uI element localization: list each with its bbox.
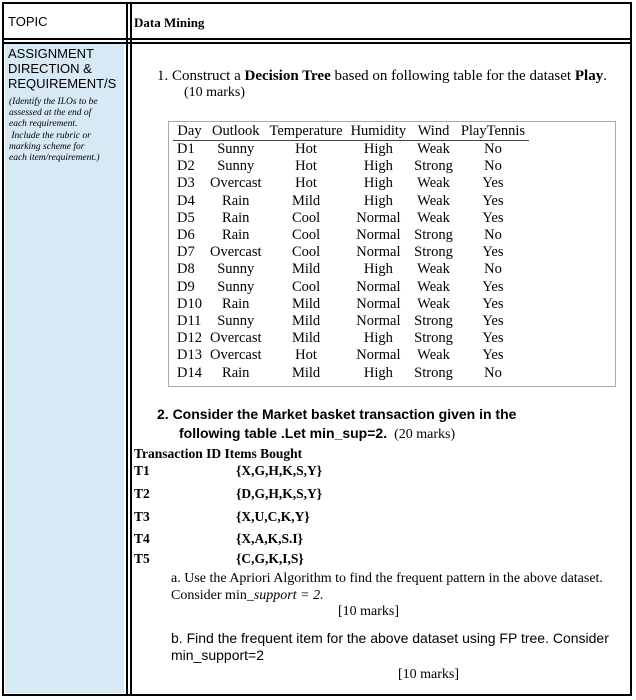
transaction-items: {D,G,H,K,S,Y}	[236, 486, 323, 501]
table-cell: Yes	[482, 330, 504, 347]
table-cell: D3	[177, 175, 195, 192]
table-cell: Overcast	[209, 330, 262, 347]
q2-marks: (20 marks)	[387, 427, 456, 442]
row-divider	[2, 38, 632, 40]
decision-table-header-row	[173, 122, 529, 141]
part-a-marks: [10 marks]	[338, 604, 400, 619]
table-row	[173, 279, 529, 296]
assignment-label	[8, 46, 126, 91]
question-1	[157, 67, 607, 86]
table-row	[173, 141, 529, 159]
table-cell: Mild	[291, 261, 321, 278]
transaction-id: T3	[134, 509, 150, 524]
table-cell: Strong	[414, 364, 453, 381]
note-line: assessed at the end of	[9, 108, 92, 119]
table-cell: Weak	[417, 209, 450, 226]
q1-prefix: 1. Construct a	[157, 68, 245, 84]
table-cell: High	[363, 141, 393, 158]
table-cell: High	[363, 158, 393, 175]
table-cell: Yes	[482, 278, 504, 295]
table-cell: Cool	[291, 209, 321, 226]
column-header: Humidity	[347, 122, 411, 141]
table-cell: Sunny	[217, 158, 255, 175]
column-header: Outlook	[206, 122, 266, 141]
table-cell: High	[363, 175, 393, 192]
table-cell: Mild	[291, 330, 321, 347]
table-cell: No	[484, 227, 502, 244]
table-cell: No	[484, 364, 502, 381]
column-header: Day	[173, 122, 206, 141]
part-b: b. Find the frequent item for the above dataset using FP tree. Consider min_support=2	[171, 630, 609, 663]
table-cell: Mild	[291, 312, 321, 329]
table-cell: Weak	[417, 295, 450, 312]
table-cell: Weak	[417, 278, 450, 295]
table-cell: Yes	[482, 347, 504, 364]
assignment-label-line: REQUIREMENT/S	[8, 76, 117, 91]
table-cell: Hot	[295, 175, 317, 192]
table-cell: Rain	[222, 227, 250, 244]
table-row	[173, 296, 529, 313]
row-divider-double	[2, 42, 632, 44]
table-cell: Rain	[222, 295, 250, 312]
q1-middle: based on following table for the dataset	[330, 68, 575, 84]
table-cell: Weak	[417, 141, 450, 158]
part-a	[171, 570, 611, 604]
table-row	[173, 364, 529, 381]
part-a-italic: _support = 2.	[246, 588, 324, 603]
table-cell: Yes	[482, 192, 504, 209]
table-cell: Sunny	[217, 278, 255, 295]
table-cell: Yes	[482, 312, 504, 329]
part-a-text: a. Use the Apriori Algorithm to find the frequent pattern in the above dataset. Consider min	[171, 571, 603, 603]
table-cell: D13	[177, 347, 202, 364]
q1-dataset-name: Play	[574, 68, 604, 84]
assignment-note	[9, 97, 125, 164]
column-header: PlayTennis	[457, 122, 529, 141]
table-cell: Sunny	[217, 312, 255, 329]
column-divider	[126, 2, 128, 696]
table-row	[173, 193, 529, 210]
table-cell: Rain	[222, 192, 250, 209]
note-line: each requirement.	[9, 119, 78, 130]
table-row	[173, 158, 529, 175]
assignment-label-line: ASSIGNMENT	[8, 46, 94, 61]
table-cell: Overcast	[209, 244, 262, 261]
table-cell: Strong	[414, 158, 453, 175]
table-cell: No	[484, 141, 502, 158]
table-cell: D7	[177, 244, 195, 261]
table-cell: Cool	[291, 278, 321, 295]
table-cell: D5	[177, 209, 195, 226]
table-cell: High	[363, 192, 393, 209]
table-cell: Weak	[417, 261, 450, 278]
table-cell: D10	[177, 295, 202, 312]
table-cell: Hot	[295, 158, 317, 175]
table-cell: Overcast	[209, 175, 262, 192]
q2-min-sup: following table .Let min_sup=2.	[179, 425, 388, 441]
column-header: Wind	[410, 122, 457, 141]
table-cell: High	[363, 364, 393, 381]
table-cell: No	[484, 158, 502, 175]
note-line: Include the rubric or	[9, 130, 91, 141]
table-row	[173, 330, 529, 347]
table-cell: Rain	[222, 209, 250, 226]
table-cell: Sunny	[217, 261, 255, 278]
table-cell: Strong	[414, 330, 453, 347]
part-b-marks: [10 marks]	[398, 667, 460, 682]
q1-bold-term: Decision Tree	[244, 68, 331, 84]
table-cell: Normal	[356, 312, 401, 329]
table-row	[173, 244, 529, 261]
table-cell: Strong	[414, 312, 453, 329]
question-2-line2	[179, 425, 455, 443]
table-cell: Normal	[356, 244, 401, 261]
table-cell: Mild	[291, 364, 321, 381]
table-cell: D12	[177, 330, 202, 347]
transaction-items: {C,G,K,I,S}	[236, 551, 304, 566]
table-cell: Cool	[291, 227, 321, 244]
table-cell: High	[363, 330, 393, 347]
table-cell: D8	[177, 261, 195, 278]
decision-table-body	[173, 141, 529, 382]
table-cell: D1	[177, 141, 195, 158]
column-header: Temperature	[266, 122, 347, 141]
table-cell: D4	[177, 192, 195, 209]
assignment-label-line: DIRECTION &	[8, 61, 92, 76]
transaction-items: {X,G,H,K,S,Y}	[236, 463, 323, 478]
decision-table	[173, 122, 529, 382]
table-cell: Strong	[414, 227, 453, 244]
transaction-id: T1	[134, 463, 150, 478]
table-cell: No	[484, 261, 502, 278]
note-line: each item/requirement.)	[9, 153, 100, 164]
transaction-id: T5	[134, 551, 150, 566]
table-cell: Weak	[417, 175, 450, 192]
table-cell: Strong	[414, 244, 453, 261]
topic-value: Data Mining	[134, 15, 205, 30]
table-cell: Rain	[222, 364, 250, 381]
table-cell: Normal	[356, 227, 401, 244]
topic-label: TOPIC	[8, 14, 48, 29]
table-cell: Mild	[291, 295, 321, 312]
table-cell: Normal	[356, 347, 401, 364]
table-cell: D14	[177, 364, 202, 381]
table-row	[173, 261, 529, 278]
table-cell: Yes	[482, 244, 504, 261]
table-cell: Hot	[295, 141, 317, 158]
transaction-table-header: Transaction ID Items Bought	[134, 446, 303, 461]
transaction-id: T2	[134, 486, 150, 501]
table-row	[173, 313, 529, 330]
table-cell: Hot	[295, 347, 317, 364]
table-cell: Sunny	[217, 141, 255, 158]
transaction-id: T4	[134, 531, 150, 546]
table-row	[173, 227, 529, 244]
table-cell: Normal	[356, 295, 401, 312]
transaction-items: {X,U,C,K,Y}	[236, 509, 310, 524]
q1-suffix: .	[603, 68, 607, 84]
note-line: (Identify the ILOs to be	[9, 97, 98, 107]
table-row	[173, 210, 529, 227]
table-cell: Yes	[482, 209, 504, 226]
table-cell: D2	[177, 158, 195, 175]
table-cell: Weak	[417, 192, 450, 209]
table-cell: Weak	[417, 347, 450, 364]
transaction-items: {X,A,K,S.I}	[236, 531, 303, 546]
table-cell: Yes	[482, 175, 504, 192]
table-cell: Overcast	[209, 347, 262, 364]
table-cell: Normal	[356, 209, 401, 226]
q1-marks: (10 marks)	[184, 85, 246, 100]
table-cell: D9	[177, 278, 195, 295]
table-row	[173, 347, 529, 364]
table-cell: D11	[177, 312, 202, 329]
question-2-line1: 2. Consider the Market basket transaction given in the	[157, 406, 517, 422]
note-line: marking scheme for	[9, 141, 85, 152]
table-cell: Mild	[291, 192, 321, 209]
table-cell: Yes	[482, 295, 504, 312]
table-cell: Normal	[356, 278, 401, 295]
column-divider-double	[130, 2, 132, 696]
table-cell: Cool	[291, 244, 321, 261]
table-cell: High	[363, 261, 393, 278]
table-cell: D6	[177, 227, 195, 244]
table-row	[173, 175, 529, 192]
